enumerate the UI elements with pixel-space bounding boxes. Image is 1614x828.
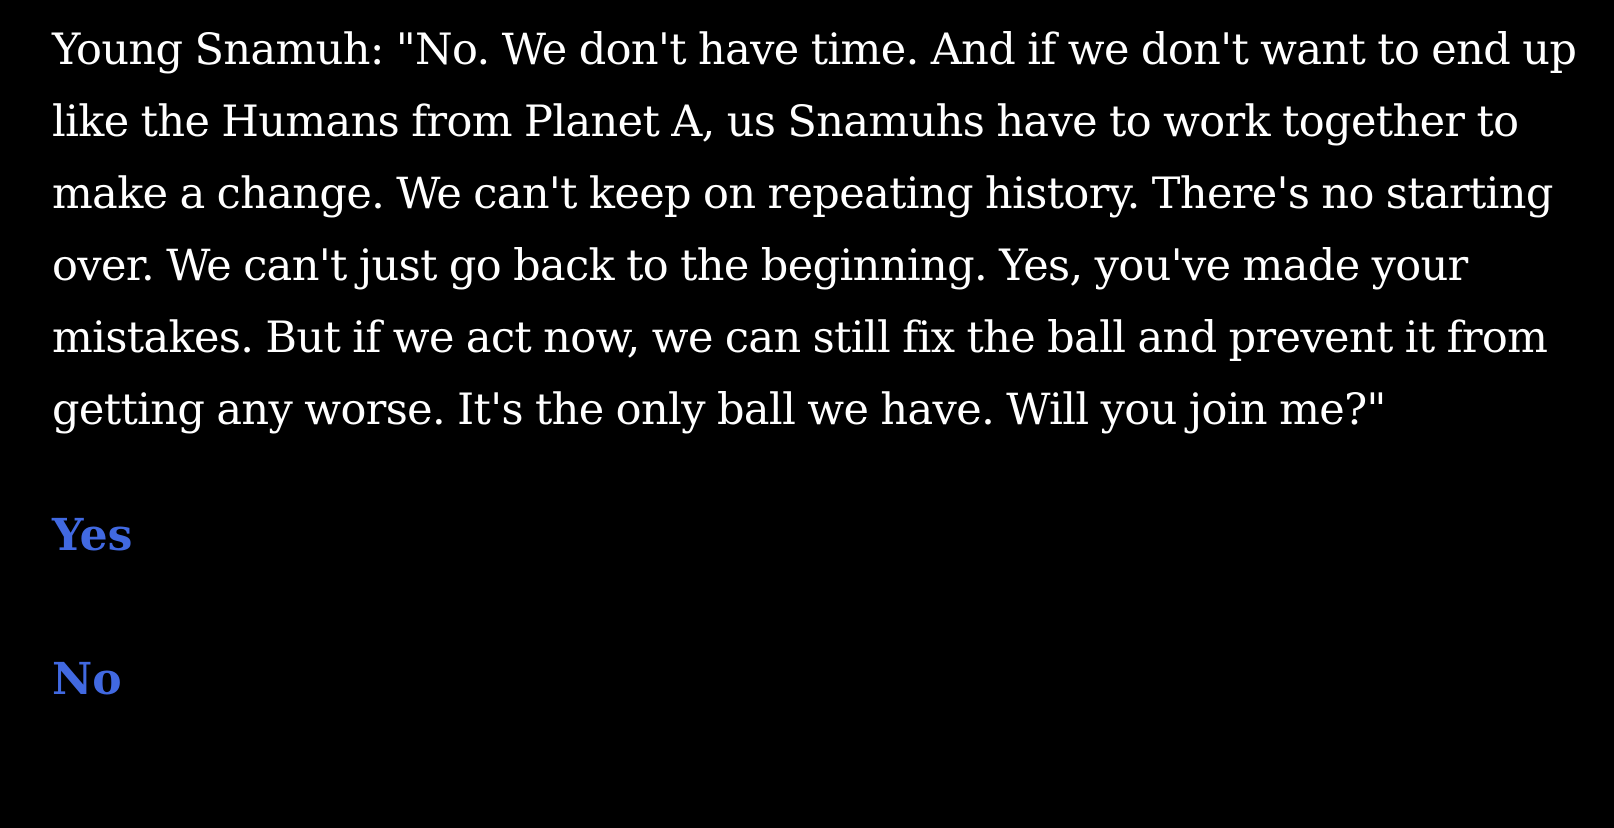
- choice-no-link[interactable]: No: [52, 654, 122, 705]
- story-passage: Young Snamuh: "No. We don't have time. And if we don't want to end up like the Humans from Planet A, us Snamuhs have to work together to make a change. We can't keep on repeating history. There's no starting over. We can't just go back to the beginning. Yes, you've made your mistakes. But if we act now, we can still fix the ball and prevent it from getting any worse. It's the only ball we have. Will you join me?": [52, 25, 1577, 435]
- choice-yes-link[interactable]: Yes: [52, 510, 133, 561]
- choice-list: [52, 500, 132, 716]
